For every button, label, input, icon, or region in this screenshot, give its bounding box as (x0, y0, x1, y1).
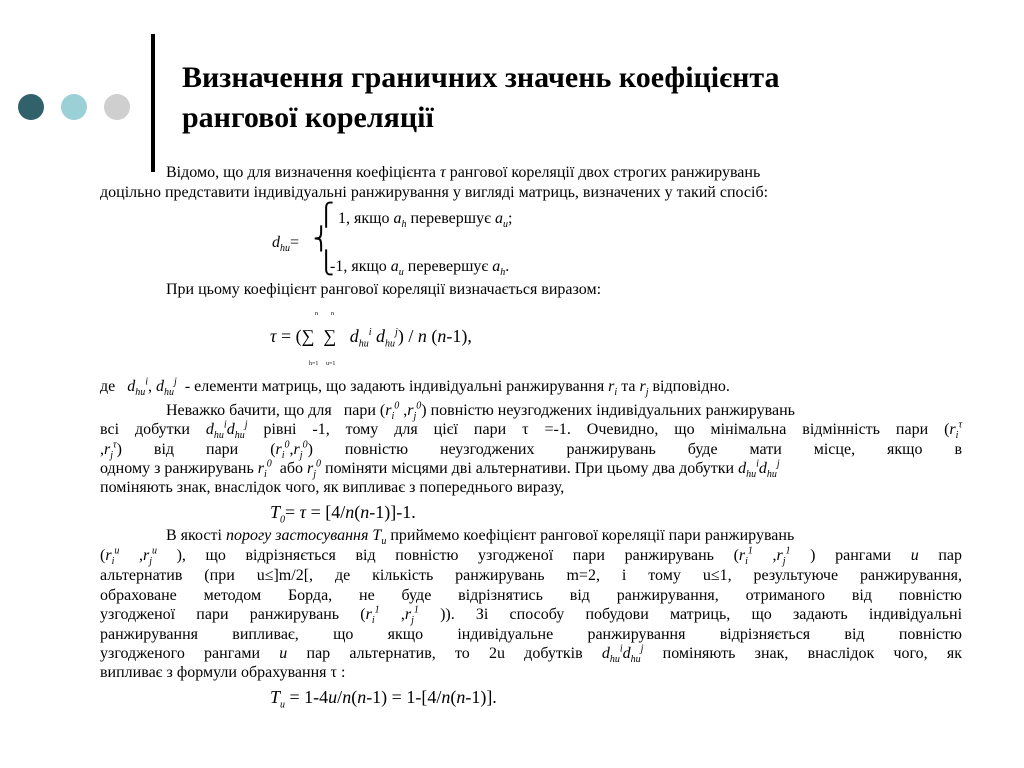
para4-line2: всі добутки $d_{hu}^id_{hu}^j$ рівні -1, тому для цієї пари τ =-1. Очевидно, що мінімальна відмінність пари ($r_i^\tau$ (100, 419, 963, 442)
brace-mid: ⎨ (313, 226, 330, 251)
para4-line4: одному з ранжирувань $r_i^0$ або $r_j^0$ поміняти місцями дві альтернативи. При цьому два добутки $d_{hu}^id_{hu}^j$ (100, 458, 780, 481)
para5-line4: обрахованe методом Борда, не буде відрізнятись від ранжирування, отриманого від повністю (100, 587, 962, 604)
para4-line1: Неважко бачити, що для пари ($r_i^0$ $,r_j^0$) повністю неузгоджених індивідуальних ранжирувань (166, 400, 795, 423)
para1-line1: Відомо, що для визначення коефіцієнта τ рангової кореляції двох строгих ранжирувань (166, 164, 761, 181)
sum2-lower-limit: u=1 (326, 361, 336, 367)
definition-lhs: $d_{hu}=$ (272, 234, 300, 255)
slide-title (182, 58, 982, 138)
decor-vertical-bar (151, 34, 155, 172)
slide-title-line-2: рангової кореляції (182, 101, 434, 134)
sum2-upper-limit: n (331, 311, 334, 317)
para5-line6: ранжирування випливає, що якщо індивідуальне ранжирування відрізняється від повністю (100, 626, 962, 643)
para4-line3: $,r_j^\tau$) від пари $(r_i^0,r_j^0)$ повністю неузгоджених ранжирувань буде мати місце, якщо в (100, 439, 962, 462)
definition-case-2: -1, якщо $a_u$ перевершує $a_h$. (330, 258, 510, 279)
decor-dot-2 (61, 94, 87, 120)
para5-line7: узгодженого рангами u пар альтернатив, то 2u добутків $d_{hu}^id_{hu}^j$ поміняють знак, внаслідок чого, як (100, 643, 963, 666)
para5-line5: узгодженої пари ранжирувань ($r_i^1$ $,r_j^1$ )). Зі способу побудови матриць, що задають індивідуальні (100, 604, 963, 627)
tu-formula: $T_u = 1-4u/n(n-1) = 1-[4/n(n-1)]$. (270, 687, 497, 711)
para4-line5: поміняють знак, внаслідок чого, як випливає з попереднього виразу, (100, 479, 565, 496)
t0-formula: $T_0= \tau = [4/n(n-1)]-1$. (270, 502, 416, 526)
decor-dot-1 (18, 94, 44, 120)
tau-formula: τ = (∑ ∑ $d_{hu}^i$ $d_{hu}^j$) / n (n-1), (270, 326, 472, 350)
brace-bottom: ⎩ (318, 250, 335, 275)
para3: де $d_{hu}^i$, $d_{hu}^j$ - елементи матриць, що задають індивідуальні ранжирування $r_i$ та $r_j$ відповідно. (100, 376, 730, 399)
sum1-lower-limit: h=1 (309, 361, 319, 367)
para5-line8: випливає з формули обрахування τ : (100, 664, 346, 681)
brace-top: ⎧ (318, 202, 335, 227)
para1-line2: доцільно представити індивідуальні ранжирування у вигляді матриць, визначених у такий спосіб: (100, 184, 769, 201)
para5-line3: альтернатив (при u≤]m/2[, де кількість ранжирувань m=2, і тому u≤1, результуюче ранжирування, (100, 567, 962, 584)
decor-dot-3 (104, 94, 130, 120)
para5-line2: ($r_i^u$ $,r_j^u$ ), що відрізняється від повністю узгодженої пари ранжирувань ($r_i^1$ $,r_j^1$ ) рангами u пар (100, 545, 962, 568)
definition-case-1: 1, якщо $a_h$ перевершує $a_u$; (338, 210, 513, 231)
sum1-upper-limit: n (315, 311, 318, 317)
para5-line1: В якості порогу застосування $T_u$ приймемо коефіцієнт рангової кореляції пари ранжирувань (166, 527, 795, 548)
slide-title-line-1: Визначення граничних значень коефіцієнта (182, 61, 780, 94)
para2: При цьому коефіцієнт рангової кореляції визначається виразом: (166, 281, 602, 298)
